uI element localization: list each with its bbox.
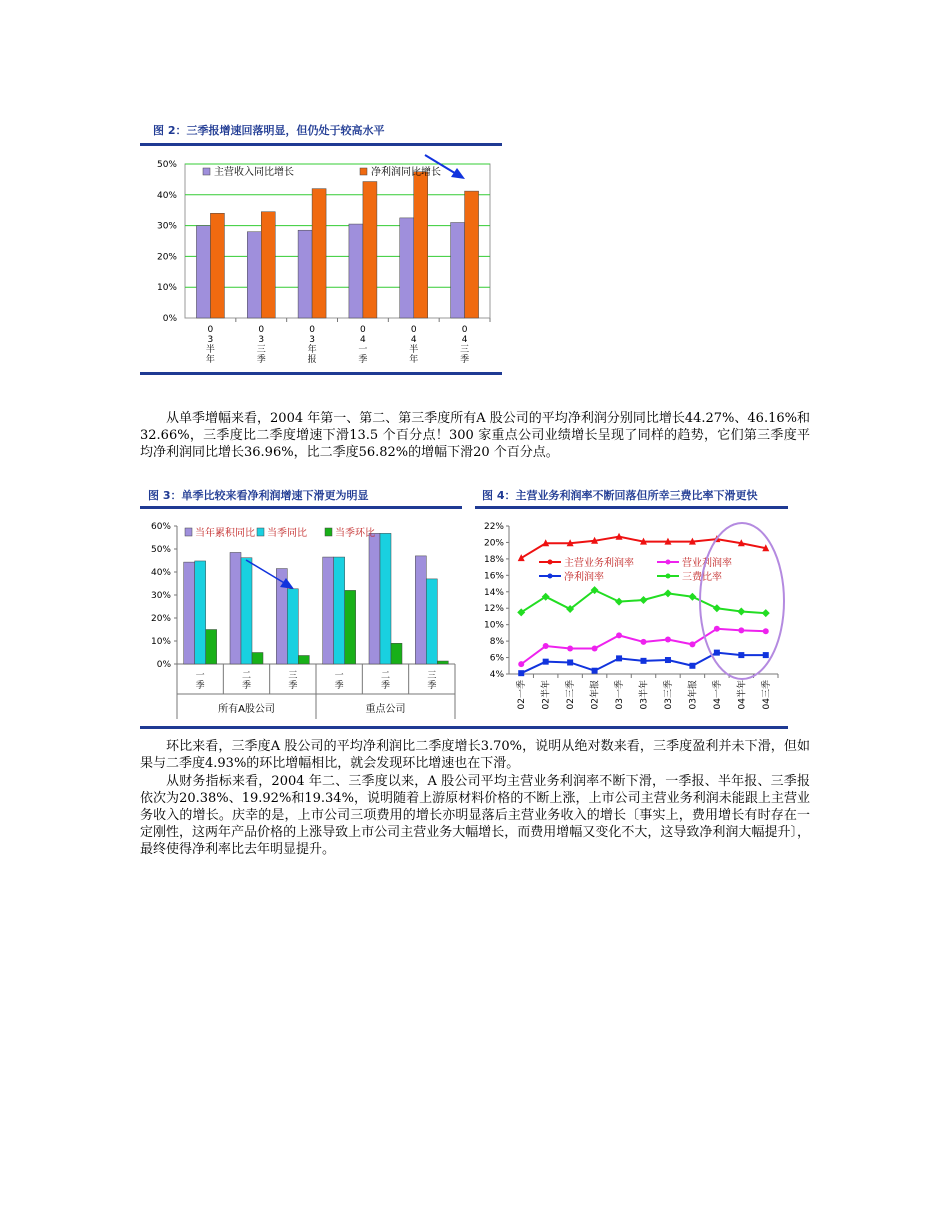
fig3-ytick-label: 10%	[150, 637, 171, 647]
fig3-bar	[206, 630, 217, 665]
fig4-legend-label: 三费比率	[682, 572, 722, 583]
fig3-legend-swatch	[257, 528, 264, 536]
fig3-ytick-label: 40%	[150, 568, 171, 578]
fig4-point	[641, 658, 647, 664]
fig3-xtick-label: 三季	[427, 671, 437, 691]
fig2-legend-label: 净利润同比增长	[371, 167, 441, 178]
fig2-ytick-label: 30%	[156, 221, 177, 232]
fig4-legend-marker	[548, 574, 553, 579]
fig2-bar	[261, 212, 275, 318]
fig4-point	[713, 604, 721, 612]
fig4-point	[689, 663, 695, 669]
fig4-legend-label: 净利润率	[564, 572, 604, 583]
fig4-point	[615, 598, 623, 606]
fig3-bar	[334, 557, 345, 664]
fig2-ytick-label: 0%	[162, 314, 177, 324]
fig3-group-label: 所有A股公司	[218, 704, 275, 715]
fig4-ytick-label: 10%	[483, 620, 504, 631]
fig4-point	[592, 668, 598, 674]
fig4-xtick-label: 03一季	[615, 680, 626, 710]
fig2-ytick-label: 10%	[156, 283, 177, 294]
fig3-legend-label: 当季同比	[267, 528, 307, 539]
fig2-top-rule	[140, 143, 502, 146]
fig2-bar	[247, 232, 261, 318]
paragraph-1: 从单季增幅来看，2004 年第一、第二、第三季度所有A 股公司的平均净利润分别同比增长44.27%、46.16%和32.66%，三季度比二季度增速下滑13.5 个百分点！300 家重点公司业绩增长呈现了同样的趋势，它们第三季度平均净利润同比增长36.96%，比二季度56.82%的增幅下滑20 个百分点。	[140, 411, 810, 460]
fig4-point	[763, 628, 769, 634]
fig4-point	[641, 639, 647, 645]
fig2-bar	[363, 182, 377, 318]
fig4-legend-marker	[548, 560, 553, 565]
fig3-ytick-label: 30%	[150, 591, 171, 601]
fig3-bar	[184, 562, 195, 664]
fig2-bar	[451, 223, 465, 318]
fig2-xtick-label: 0 4 一季	[358, 325, 368, 365]
fig4-point	[689, 641, 695, 647]
fig3-chart	[140, 512, 462, 724]
fig4-xtick-label: 03半年	[639, 680, 650, 710]
fig3-xtick-label: 一季	[334, 671, 344, 691]
fig3-bar	[230, 552, 241, 664]
fig4-point	[567, 659, 573, 665]
fig4-point	[664, 589, 672, 597]
fig2-bar	[196, 226, 210, 318]
fig2-bar	[349, 224, 363, 318]
paragraph-2: 环比来看，三季度A 股公司的平均净利润比二季度增长3.70%，说明从绝对数来看，三季度盈利并未下滑，但如果与二季度4.93%的环比增幅相比，就会发现环比增速也在下滑。	[140, 739, 810, 771]
fig2-ytick-label: 50%	[156, 160, 177, 170]
fig3-ytick-label: 20%	[150, 614, 171, 624]
fig4-title: 图 4：主营业务利润率不断回落但所幸三费比率下滑更快	[482, 489, 758, 502]
fig4-point	[543, 643, 549, 649]
fig2-xtick-label: 0 4 三季	[460, 325, 470, 365]
fig3-legend-label: 当年累积同比	[195, 528, 255, 539]
fig2-xtick-label: 0 4 半年	[409, 325, 419, 365]
fig4-ytick-label: 4%	[489, 670, 504, 680]
fig4-point	[616, 632, 622, 638]
fig2-legend-label: 主营收入同比增长	[214, 167, 294, 178]
fig3-bar	[380, 533, 391, 664]
fig3-top-rule	[140, 506, 462, 509]
fig2-xtick-label: 0 3 三季	[256, 325, 266, 365]
fig4-point	[592, 646, 598, 652]
fig4-legend-label: 主营业务利润率	[564, 558, 634, 569]
fig3-bar	[415, 556, 426, 664]
fig3-group-label: 重点公司	[365, 704, 406, 715]
fig4-xtick-label: 03三季	[663, 680, 674, 710]
fig4-ytick-label: 14%	[483, 587, 504, 598]
fig4-chart	[475, 512, 788, 724]
fig4-top-rule	[475, 506, 788, 509]
fig3-bar	[437, 661, 448, 664]
fig3-bar	[195, 561, 206, 664]
fig3-bar	[287, 589, 298, 664]
fig4-xtick-label: 02一季	[517, 680, 528, 710]
fig34-bottom-rule	[140, 726, 788, 729]
fig4-xtick-label: 04三季	[761, 680, 772, 710]
fig3-xtick-label: 二季	[241, 671, 252, 691]
fig3-legend-label: 当季环比	[335, 528, 375, 539]
fig3-ytick-label: 60%	[150, 522, 171, 532]
fig4-point	[762, 609, 770, 617]
fig4-point	[518, 670, 524, 676]
fig2-legend-swatch	[203, 168, 210, 175]
fig4-ytick-label: 8%	[489, 637, 504, 648]
fig4-point	[763, 652, 769, 658]
fig4-ytick-label: 22%	[483, 522, 504, 532]
fig3-bar	[323, 557, 334, 664]
fig3-xtick-label: 一季	[195, 671, 205, 691]
fig2-chart	[140, 148, 502, 374]
fig3-xtick-label: 三季	[288, 671, 298, 691]
fig4-ytick-label: 16%	[483, 571, 504, 582]
fig4-point	[737, 608, 745, 616]
fig4-point	[738, 627, 744, 633]
paragraph-3: 从财务指标来看，2004 年二、三季度以来，A 股公司平均主营业务利润率不断下滑，一季报、半年报、三季报依次为20.38%、19.92%和19.34%，说明随着上游原材料价格的不断上涨，上市公司主营业务利润未能跟上主营业务收入的增长。庆幸的是，上市公司三项费用的增长亦明显落后主营业务收入的增长〔事实上，费用增长有时存在一定刚性，这两年产品价格的上涨导致上市公司主营业务大幅增长，而费用增幅又变化不大，这导致净利润大幅提升〕，最终使得净利率比去年明显提升。	[140, 774, 810, 857]
fig4-point	[543, 659, 549, 665]
fig4-xtick-label: 02三季	[566, 680, 577, 710]
fig4-point	[738, 652, 744, 658]
fig2-legend-swatch	[360, 168, 367, 175]
fig2-bar	[312, 189, 326, 318]
fig4-xtick-label: 04一季	[712, 680, 723, 710]
fig4-legend-label: 营业利润率	[682, 558, 732, 569]
fig3-bar	[391, 643, 402, 664]
fig3-bar	[369, 533, 380, 664]
fig3-ytick-label: 0%	[156, 660, 171, 670]
fig4-ytick-label: 6%	[489, 653, 504, 664]
fig2-xtick-label: 0 3 半年	[205, 325, 215, 365]
fig2-bar	[210, 213, 224, 318]
fig3-legend-swatch	[325, 528, 332, 536]
fig4-xtick-label: 02年报	[590, 680, 601, 710]
fig4-point	[714, 626, 720, 632]
fig2-xtick-label: 0 3 年报	[307, 325, 317, 365]
fig2-bottom-rule	[140, 372, 502, 375]
fig4-xtick-label: 02半年	[541, 680, 552, 710]
fig3-bar	[241, 558, 252, 664]
fig4-point	[688, 593, 696, 601]
fig4-point	[714, 650, 720, 656]
fig2-plot-area	[185, 164, 490, 318]
fig4-legend-marker	[666, 560, 671, 565]
fig2-ytick-label: 20%	[156, 252, 177, 263]
fig2-bar	[414, 172, 428, 318]
fig4-point	[567, 646, 573, 652]
fig4-ytick-label: 20%	[483, 538, 504, 549]
fig3-bar	[345, 590, 356, 664]
fig4-point	[665, 636, 671, 642]
fig3-xtick-label: 二季	[380, 671, 391, 691]
fig4-point	[616, 655, 622, 661]
fig3-legend-swatch	[185, 528, 192, 536]
fig3-bar	[252, 653, 263, 665]
fig4-point	[640, 596, 648, 604]
fig2-bar	[298, 230, 312, 318]
fig4-ytick-label: 18%	[483, 554, 504, 565]
fig4-ytick-label: 12%	[483, 604, 504, 615]
fig2-ytick-label: 40%	[156, 190, 177, 201]
fig3-ytick-label: 50%	[150, 545, 171, 555]
fig3-bar	[426, 579, 437, 664]
fig4-point	[665, 657, 671, 663]
fig3-bar	[298, 655, 309, 664]
fig3-title: 图 3：单季比较来看净利润增速下滑更为明显	[148, 489, 369, 502]
fig4-xtick-label: 03年报	[688, 680, 699, 710]
fig2-bar	[465, 191, 479, 318]
fig4-point	[518, 661, 524, 667]
fig4-legend-marker	[666, 574, 671, 579]
fig2-bar	[400, 218, 414, 318]
fig2-title: 图 2：三季报增速回落明显，但仍处于较高水平	[153, 124, 385, 137]
fig4-xtick-label: 04半年	[737, 680, 748, 710]
